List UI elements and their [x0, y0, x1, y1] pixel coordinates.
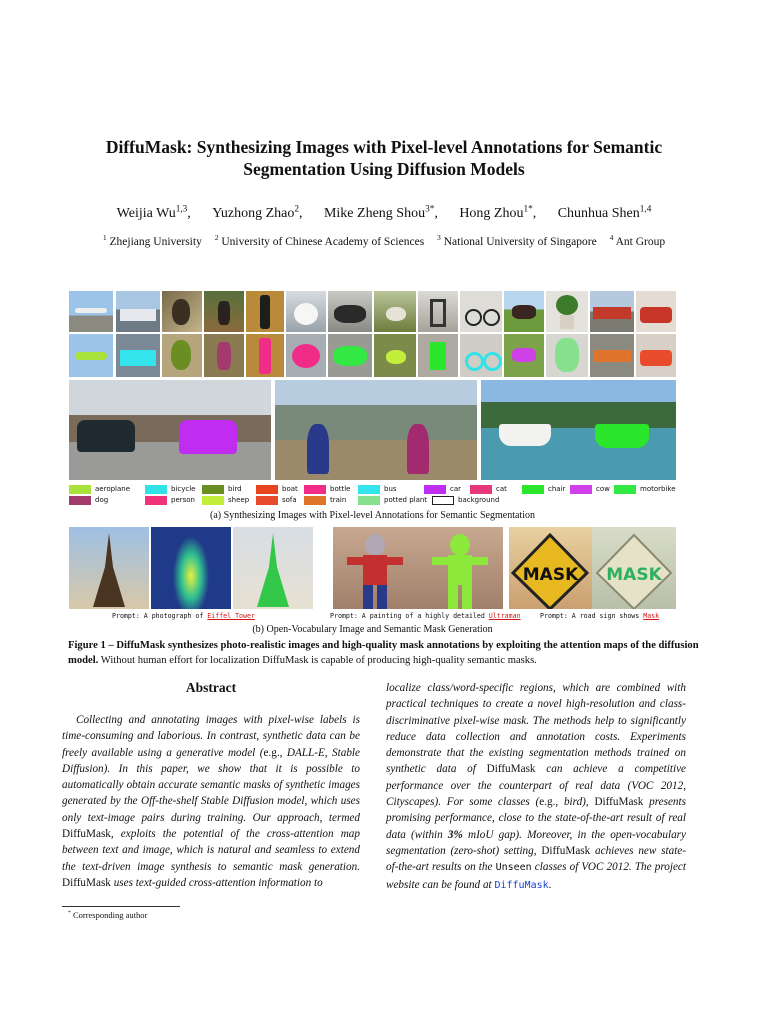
abstract-text: achieves new state-of-the-art results on the	[386, 844, 686, 874]
abstract-left-column	[62, 712, 360, 891]
image-cow	[504, 291, 544, 332]
author	[557, 203, 652, 221]
abstract-text: Collecting and annotating images with pixel-wise labels is time-consuming and laborious. In contrast, synthetic data can be freely available using a generative model (	[62, 714, 360, 759]
abstract-right-column	[386, 680, 686, 894]
legend-label: motorbike	[640, 485, 676, 493]
abstract-eg: e.g.	[539, 796, 556, 809]
legend-swatch	[470, 485, 492, 494]
mask-bicycle	[460, 334, 502, 377]
mask-sheep-2	[374, 334, 416, 377]
legend-swatch	[69, 496, 91, 505]
abstract-text: uses text-guided cross-attention information to	[110, 876, 323, 889]
legend-label: boat	[282, 485, 298, 493]
image-eiffel-tower	[69, 527, 149, 609]
legend-swatch	[424, 485, 446, 494]
legend-label: aeroplane	[95, 485, 131, 493]
mask-bus	[116, 334, 160, 377]
affiliation	[214, 233, 425, 248]
author: Mike Zheng Shou$^{3*}$,	[323, 203, 438, 221]
mask-train	[590, 334, 634, 377]
affil-text: Ant Group	[615, 236, 666, 248]
mask-cow	[504, 334, 544, 377]
title-line-2: Segmentation Using Diffusion Models	[243, 159, 525, 179]
prompt-mask	[540, 612, 659, 620]
image-train	[590, 291, 634, 332]
abstract-text: can achieve a competitive performance over the counterpart of real data (VOC 2012, Cityscapes). For some classes (	[386, 763, 687, 809]
abstract-heading: Abstract	[185, 680, 237, 695]
legend-swatch	[570, 485, 592, 494]
legend-motorbike	[614, 483, 702, 495]
image-bottle	[246, 291, 284, 332]
image-aeroplane	[69, 291, 113, 332]
sign-text: MASK	[522, 565, 579, 585]
author-name: Mike Zheng Shou	[323, 206, 426, 221]
footnote	[68, 910, 147, 920]
legend-background	[432, 494, 520, 506]
legend-label: bottle	[330, 485, 351, 493]
caption-rest: Without human effort for localization DiffuMask is capable of producing high-quality semantic masks.	[98, 655, 537, 666]
affiliation	[437, 233, 597, 248]
author: Hong Zhou$^{1*}$,	[459, 203, 537, 221]
method-name: DiffuMask	[62, 876, 111, 889]
image-bicycle	[460, 291, 502, 332]
project-website-link[interactable]: DiffuMask	[494, 879, 549, 891]
prompt-keyword: Mask	[643, 612, 660, 620]
figure-caption	[68, 638, 704, 668]
legend-dog	[69, 494, 157, 506]
attention-map-eiffel	[151, 527, 231, 609]
prompt-text: Prompt: A painting of a highly detailed	[330, 612, 489, 620]
image-chair	[418, 291, 458, 332]
affil-text: Zhejiang University	[109, 236, 202, 248]
image-street-car	[69, 380, 169, 480]
image-motorbike	[328, 291, 372, 332]
mask-motorbike	[328, 334, 372, 377]
unseen-term: Unseen	[495, 862, 532, 874]
mask-person-valley	[375, 380, 477, 480]
legend-swatch	[614, 485, 636, 494]
affil-number: 1	[102, 233, 107, 243]
legend-swatch	[432, 496, 454, 505]
author-name: Hong Zhou	[459, 206, 524, 221]
abstract-bold: 3%	[447, 828, 463, 841]
legend-swatch	[304, 485, 326, 494]
mask-chair	[418, 334, 458, 377]
prompt-ultraman	[330, 612, 521, 620]
footnote-mark: *	[68, 910, 71, 917]
legend-label: sheep	[228, 496, 250, 504]
method-name: DiffuMask	[62, 828, 111, 841]
author-affil-mark: 2	[294, 203, 299, 214]
mask-ultraman	[417, 527, 503, 609]
abstract-text: mIoU gap). Moreover, in the open-vocabulary segmentation (zero-shot) setting,	[386, 828, 687, 857]
title-line-1: DiffuMask: Synthesizing Images with Pixel-level Annotations for Semantic	[105, 137, 663, 157]
abstract-text: , bird),	[555, 796, 595, 809]
mask-sign	[592, 527, 676, 609]
prompt-text: Prompt: A photograph of	[112, 612, 208, 620]
image-potted-plant	[546, 291, 588, 332]
author-name: Weijia Wu	[116, 206, 176, 221]
author-name: Yuzhong Zhao	[212, 206, 295, 221]
legend-label: cat	[496, 485, 507, 493]
legend-label: bus	[384, 485, 397, 493]
eiffel-tower-shape	[69, 527, 149, 609]
eiffel-mask-shape	[233, 527, 313, 609]
ultraman-mask-shape	[417, 527, 503, 609]
affil-number: 2	[214, 233, 219, 243]
author: Weijia Wu$^{1,3}$,	[116, 203, 191, 221]
footnote-text: Corresponding author	[72, 910, 148, 920]
affiliation	[102, 233, 202, 248]
prompt-eiffel	[112, 612, 255, 620]
legend-swatch	[304, 496, 326, 505]
image-bus	[116, 291, 160, 332]
legend-swatch	[256, 485, 278, 494]
abstract-text: , DALL-E, Stable Diffusion). In this paper, we show that it is possible to automatically obtain accurate semantic masks of synthetic images generated by the Off-the-shelf Stable Diffusion model, which uses only text-image pairs during training. Our approach, termed	[62, 746, 360, 824]
author: Yuzhong Zhao$^2$,	[212, 203, 303, 221]
image-sheep	[286, 291, 326, 332]
legend-swatch	[69, 485, 91, 494]
author-list	[60, 203, 708, 222]
image-ultraman	[333, 527, 417, 609]
image-sofa	[636, 291, 676, 332]
method-name: DiffuMask	[541, 844, 591, 857]
abstract-text: localize class/word-specific regions, which are combined with practical techniques to create a novel high-resolution and class-discriminative pixel-wise mask. The methods help to significantly reduce data collection and annotation costs. Experiments demonstrate that the existing segmentation methods trained on synthetic data of	[386, 682, 686, 776]
abstract-text: .	[548, 878, 552, 891]
affil-number: 4	[609, 233, 614, 243]
method-name: DiffuMask	[486, 763, 536, 776]
mask-street-car	[169, 380, 271, 480]
legend-label: potted plant	[384, 496, 428, 504]
affil-text: National University of Singapore	[443, 236, 597, 248]
author-name: Chunhua Shen	[557, 206, 640, 221]
abstract-text: presents promising performance, close to the state-of-the-art result of real data (within	[386, 796, 686, 841]
image-sheep-2	[374, 291, 416, 332]
mask-sheep	[286, 334, 326, 377]
mask-aeroplane	[69, 334, 113, 377]
ultraman-shape	[333, 527, 417, 609]
legend-swatch	[358, 496, 380, 505]
legend-swatch	[358, 485, 380, 494]
legend-label: train	[330, 496, 347, 504]
legend-label: dog	[95, 496, 109, 504]
sign-mask-text: MASK	[606, 565, 662, 585]
legend-label: chair	[548, 485, 566, 493]
subcaption-b: (b) Open-Vocabulary Image and Semantic Mask Generation	[252, 624, 493, 635]
affil-text: University of Chinese Academy of Sciences	[221, 236, 425, 248]
legend-label: cow	[596, 485, 610, 493]
caption-bold: Figure 1 – DiffuMask synthesizes photo-realistic images and high-quality mask annotations by exploiting the attention maps of the diffusion model.	[68, 640, 699, 666]
legend-label: car	[450, 485, 462, 493]
mask-potted-plant	[546, 334, 588, 377]
legend-swatch	[522, 485, 544, 494]
author-affil-mark: 3*	[425, 203, 435, 214]
legend-label: bird	[228, 485, 242, 493]
footnote-rule	[62, 906, 180, 907]
mask-boat	[579, 380, 676, 480]
mask-bottle	[246, 334, 284, 377]
image-bird	[162, 291, 202, 332]
abstract-eg: e.g.	[263, 746, 280, 759]
affiliation-list	[40, 233, 728, 248]
prompt-keyword: Eiffel Tower	[207, 612, 255, 620]
legend-swatch	[145, 496, 167, 505]
legend-swatch	[145, 485, 167, 494]
author-affil-mark: 1*	[523, 203, 533, 214]
mask-bird	[162, 334, 202, 377]
affil-number: 3	[437, 233, 441, 243]
author-affil-mark: 1,4	[639, 203, 652, 214]
legend-swatch	[202, 485, 224, 494]
paper-title	[60, 136, 708, 180]
legend-label: sofa	[282, 496, 297, 504]
mask-eiffel-tower	[233, 527, 313, 609]
mask-dog	[204, 334, 244, 377]
legend-swatch	[256, 496, 278, 505]
mask-sofa	[636, 334, 676, 377]
image-boat	[481, 380, 579, 480]
subcaption-a: (a) Synthesizing Images with Pixel-level Annotations for Semantic Segmentation	[210, 510, 535, 521]
prompt-keyword: Ultraman	[488, 612, 521, 620]
legend-label: bicycle	[171, 485, 196, 493]
legend-label: background	[458, 496, 500, 504]
image-dog	[204, 291, 244, 332]
legend-label: person	[171, 496, 195, 504]
image-person-valley	[275, 380, 375, 480]
method-name: DiffuMask	[594, 796, 644, 809]
author-affil-mark: 1,3	[175, 203, 188, 214]
prompt-text: Prompt: A road sign shows	[540, 612, 644, 620]
abstract-text: classes of VOC 2012. The project website can be found at	[386, 861, 686, 891]
abstract-text: , exploits the potential of the cross-attention map between text and image, which is natural and seamless to extend the text-driven image synthesis to semantic mask generation.	[62, 828, 360, 873]
affiliation	[609, 233, 666, 248]
legend-swatch	[202, 496, 224, 505]
image-mask-sign	[509, 527, 592, 609]
